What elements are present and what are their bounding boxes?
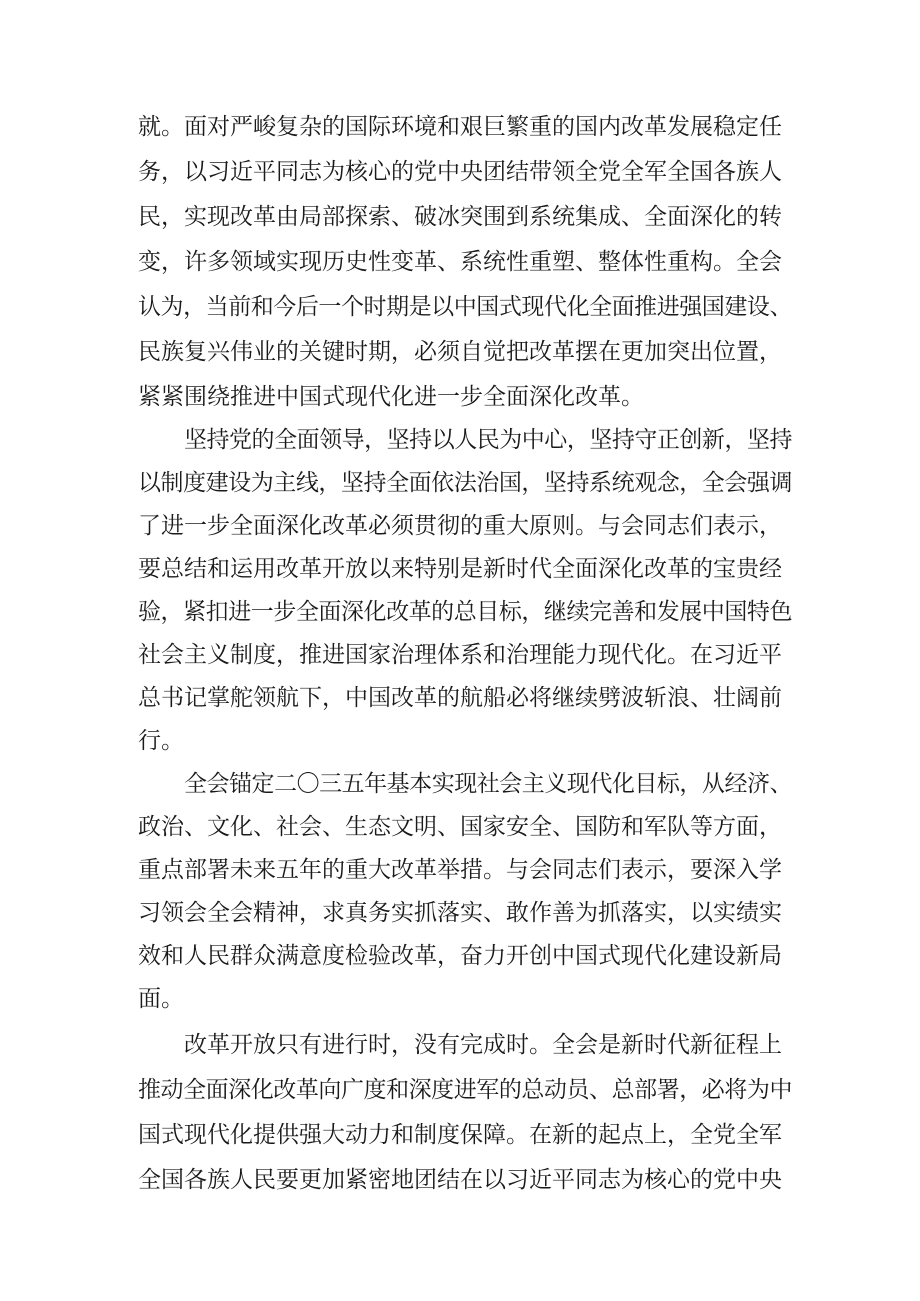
text-line: 坚持党的全面领导，坚持以人民为中心，坚持守正创新，坚持 bbox=[184, 427, 792, 453]
text-line: 重点部署未来五年的重大改革举措。与会同志们表示，要深入学 bbox=[138, 857, 782, 883]
text-line: 认为，当前和今后一个时期是以中国式现代化全面推进强国建设、 bbox=[138, 294, 792, 320]
text-line: 验，紧扣进一步全面深化改革的总目标，继续完善和发展中国特色 bbox=[138, 599, 792, 625]
text-line: 民族复兴伟业的关键时期，必须自觉把改革摆在更加突出位置， bbox=[138, 339, 782, 365]
text-line: 紧紧围绕推进中国式现代化进一步全面深化改革。 bbox=[138, 384, 644, 410]
text-line: 要总结和运用改革开放以来特别是新时代全面深化改革的宝贵经 bbox=[138, 556, 782, 582]
text-line: 效和人民群众满意度检验改革，奋力开创中国式现代化建设新局 bbox=[138, 943, 782, 969]
text-line: 以制度建设为主线，坚持全面依法治国，坚持系统观念，全会强调 bbox=[138, 470, 792, 496]
text-line: 面。 bbox=[138, 986, 184, 1012]
text-line: 务，以习近平同志为核心的党中央团结带领全党全军全国各族人 bbox=[138, 159, 782, 185]
text-line: 全会锚定二〇三五年基本实现社会主义现代化目标，从经济、 bbox=[184, 771, 792, 797]
text-line: 推动全面深化改革向广度和深度进军的总动员、总部署，必将为中 bbox=[138, 1077, 792, 1103]
text-line: 社会主义制度，推进国家治理体系和治理能力现代化。在习近平 bbox=[138, 642, 782, 668]
text-line: 民，实现改革由局部探索、破冰突围到系统集成、全面深化的转 bbox=[138, 204, 782, 230]
text-line: 改革开放只有进行时，没有完成时。全会是新时代新征程上 bbox=[184, 1032, 782, 1058]
text-line: 行。 bbox=[138, 728, 184, 754]
text-line: 政治、文化、社会、生态文明、国家安全、国防和军队等方面， bbox=[138, 814, 782, 840]
text-line: 总书记掌舵领航下，中国改革的航船必将继续劈波斩浪、壮阔前 bbox=[138, 685, 782, 711]
text-line: 了进一步全面深化改革必须贯彻的重大原则。与会同志们表示， bbox=[138, 513, 782, 539]
text-line: 国式现代化提供强大动力和制度保障。在新的起点上，全党全军 bbox=[138, 1122, 782, 1148]
text-line: 变，许多领域实现历史性变革、系统性重塑、整体性重构。全会 bbox=[138, 249, 782, 275]
text-line: 就。面对严峻复杂的国际环境和艰巨繁重的国内改革发展稳定任 bbox=[138, 114, 782, 140]
text-line: 全国各族人民要更加紧密地团结在以习近平同志为核心的党中央 bbox=[138, 1167, 782, 1193]
text-line: 习领会全会精神，求真务实抓落实、敢作善为抓落实，以实绩实 bbox=[138, 900, 782, 926]
